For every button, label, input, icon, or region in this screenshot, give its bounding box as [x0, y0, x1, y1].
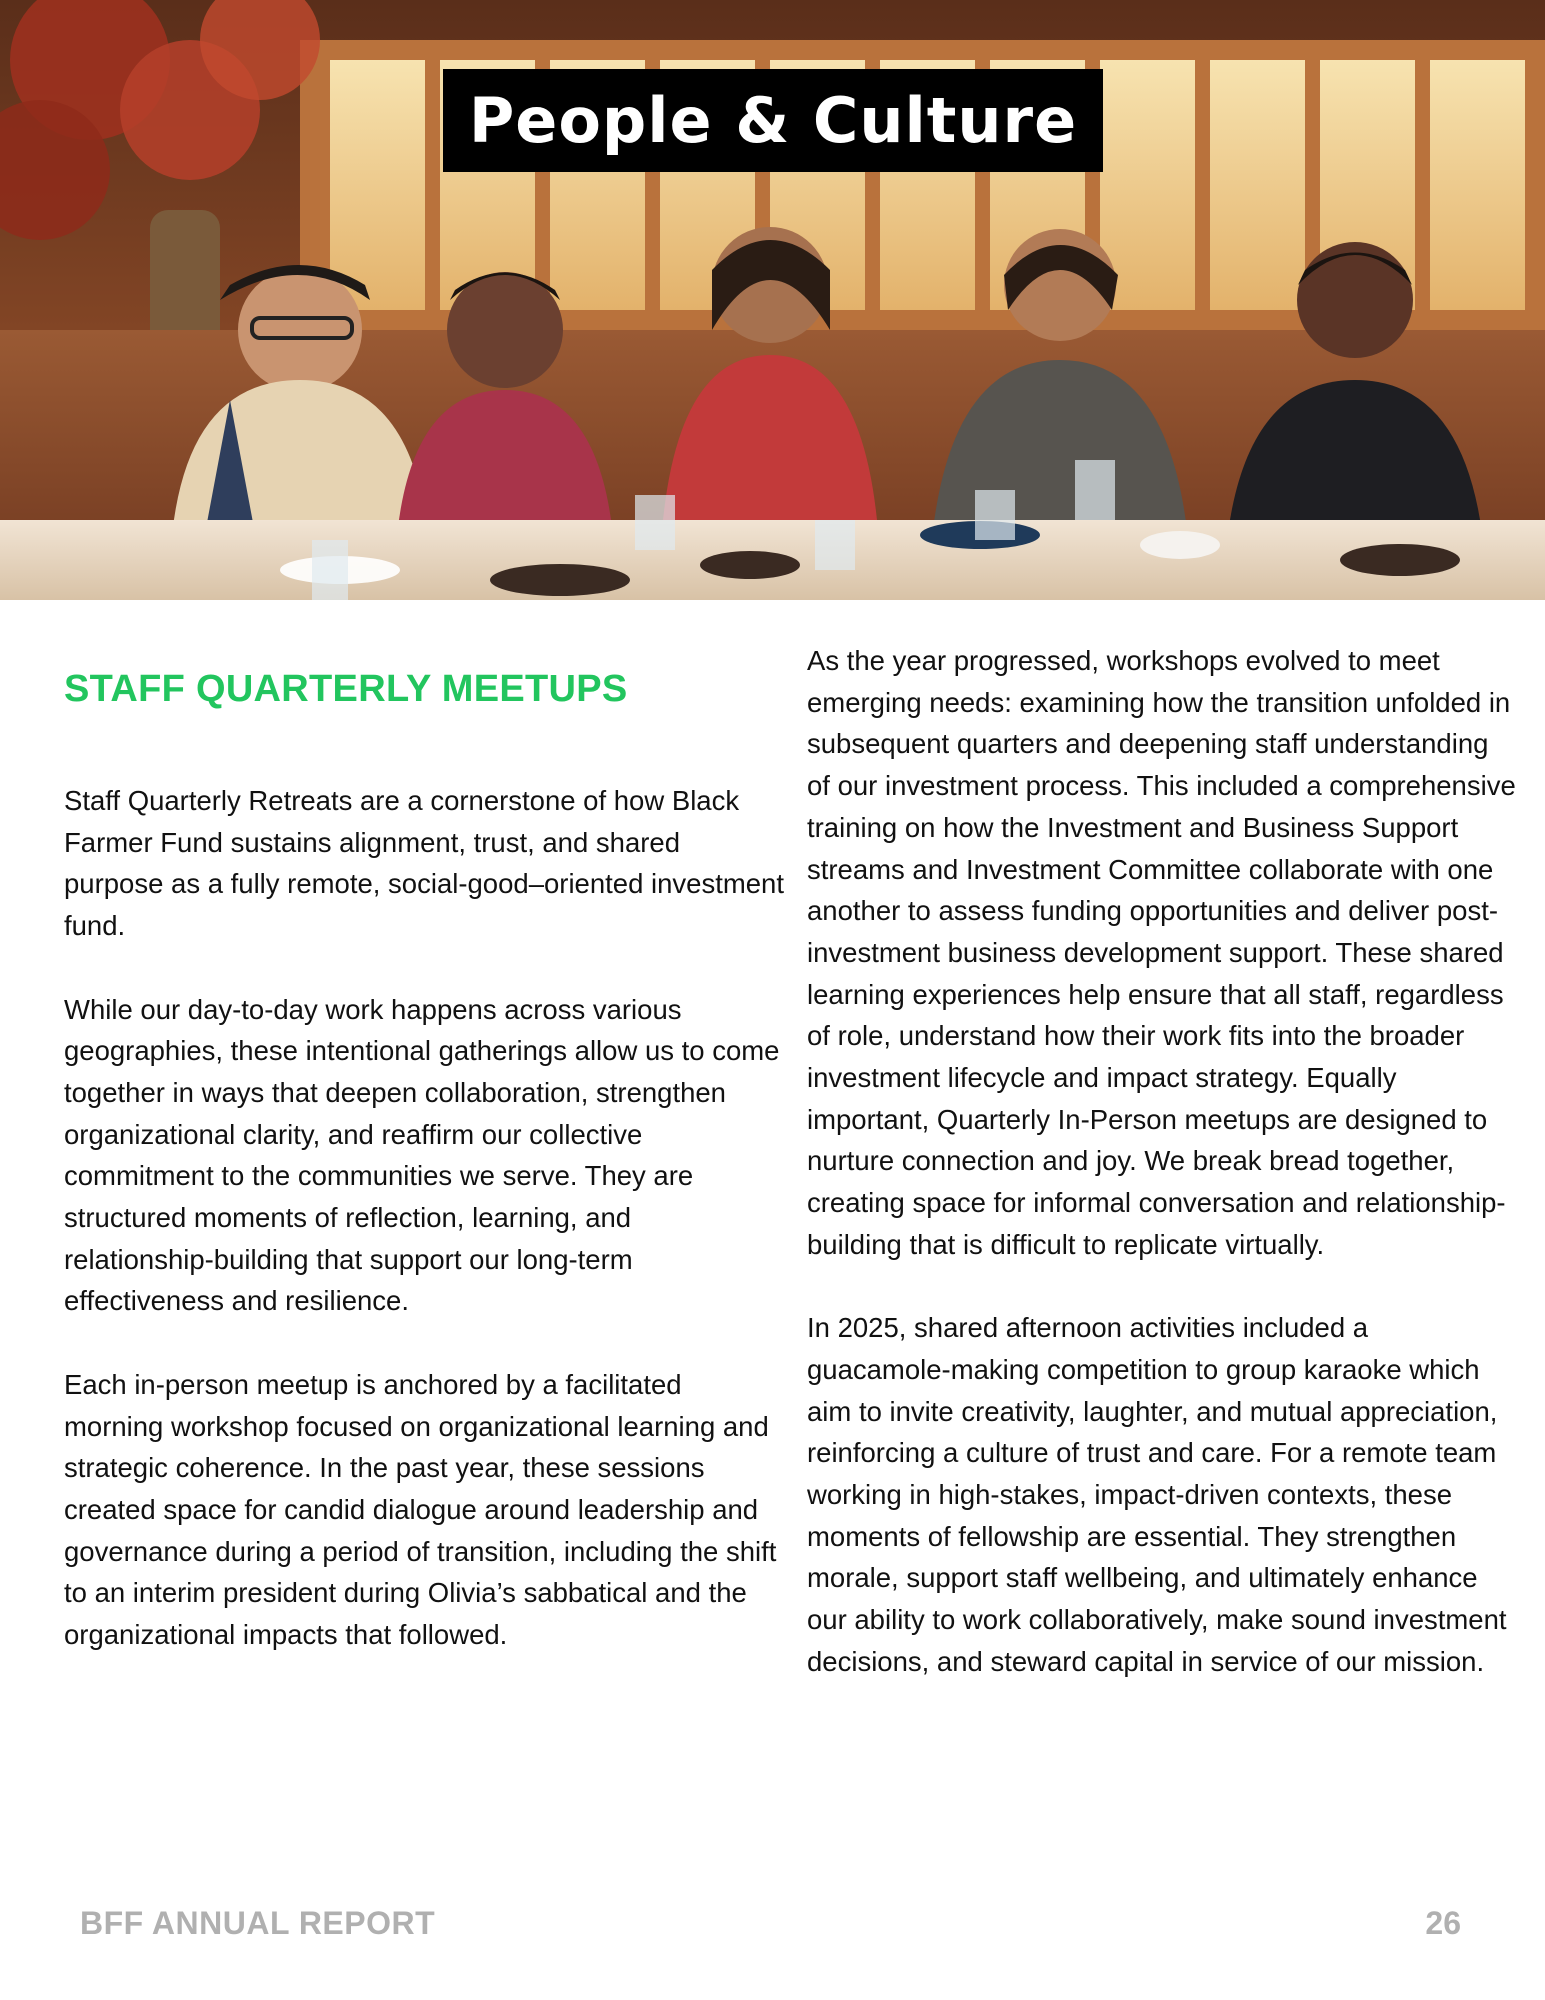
right-column [807, 640, 1517, 1724]
footer-report-label: BFF ANNUAL REPORT [80, 1905, 436, 1941]
title-banner [443, 69, 1103, 172]
section-heading: STAFF QUARTERLY MEETUPS [64, 668, 628, 710]
page-number: 26 [1425, 1905, 1461, 1941]
page-title: People & Culture [468, 84, 1078, 157]
left-column [64, 665, 784, 1697]
right-paragraph-1: As the year progressed, workshops evolved to meet emerging needs: examining how the transition unfolded in subsequent quarters and deepening staff understanding of our investment process. This included a comprehensive training on how the Investment and Business Support streams and Investment Committee collaborate with one another to assess funding opportunities and deliver post-investment business development support. These shared learning experiences help ensure that all staff, regardless of role, understand how their work fits into the broader investment lifecycle and impact strategy. Equally important, Quarterly In-Person meetups are designed to nurture connection and joy. We break bread together, creating space for informal conversation and relationship-building that is difficult to replicate virtually. [807, 645, 1516, 1260]
left-paragraph-2: While our day-to-day work happens across various geographies, these intentional gatherings allow us to come together in ways that deepen collaboration, strengthen organizational clarity, and reaffirm our collective commitment to the communities we serve. They are structured moments of reflection, learning, and relationship-building that support our long-term effectiveness and resilience. [64, 993, 780, 1317]
hero-photo [0, 0, 1545, 600]
left-paragraph-1: Staff Quarterly Retreats are a cornerstone of how Black Farmer Fund sustains alignment, trust, and shared purpose as a fully remote, social-good–oriented investment fund. [64, 785, 784, 942]
left-paragraph-3: Each in-person meetup is anchored by a facilitated morning workshop focused on organizational learning and strategic coherence. In the past year, these sessions created space for candid dialogue around leadership and governance during a period of transition, including the shift to an interim president during Olivia’s sabbatical and the organizational impacts that followed. [64, 1368, 777, 1651]
right-paragraph-2: In 2025, shared afternoon activities included a guacamole-making competition to group karaoke which aim to invite creativity, laughter, and mutual appreciation, reinforcing a culture of trust and care. For a remote team working in high-stakes, impact-driven contexts, these moments of fellowship are essential. They strengthen morale, support staff wellbeing, and ultimately enhance our ability to work collaboratively, make sound investment decisions, and steward capital in service of our mission. [807, 1312, 1507, 1677]
